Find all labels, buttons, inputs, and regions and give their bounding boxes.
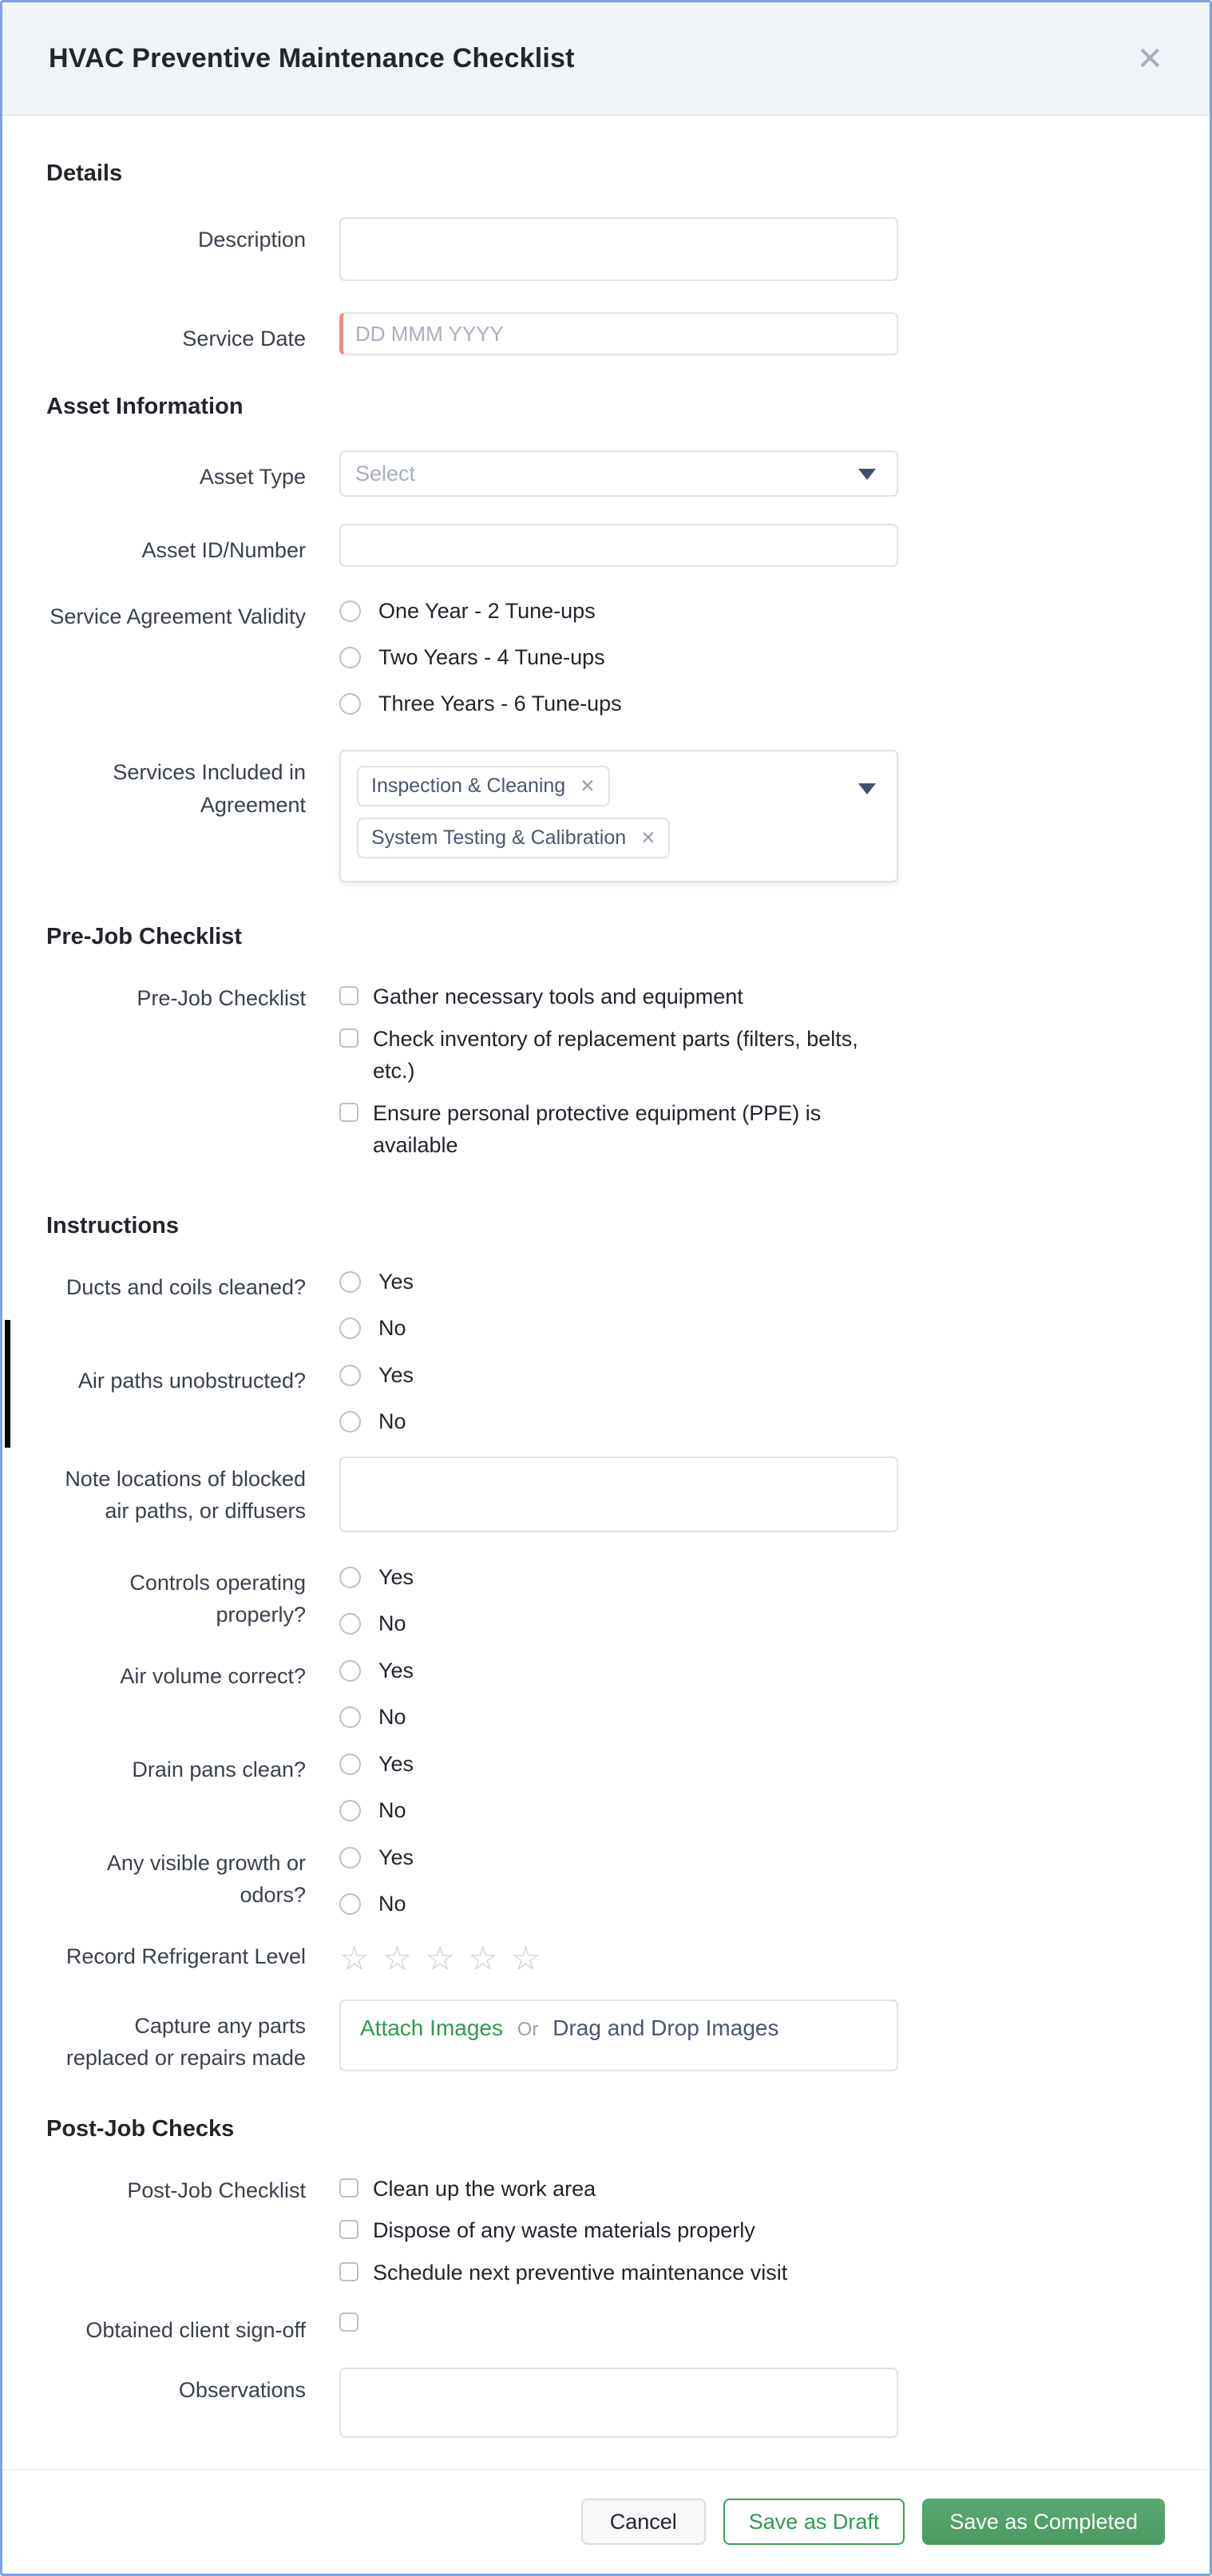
row-agreement-validity (46, 599, 1166, 716)
radio-icon[interactable] (339, 1660, 361, 1682)
chevron-down-icon (858, 783, 876, 795)
description-label: Description (197, 228, 306, 252)
row-capture-parts (46, 1999, 1166, 2075)
section-heading-asset: Asset Information (46, 394, 244, 419)
capture-parts-label: Capture any parts replaced or repairs made (65, 2013, 306, 2070)
radio-growth-yes[interactable] (339, 1845, 898, 1870)
chip-label: Inspection & Cleaning (371, 775, 566, 797)
question-label: Ducts and coils cleaned? (65, 1274, 306, 1299)
left-scroll-indicator (5, 1320, 10, 1448)
radio-airpaths-no[interactable] (339, 1409, 898, 1434)
row-drain-pans (46, 1752, 1166, 1823)
service-date-input[interactable] (339, 312, 898, 355)
note-locations-input[interactable] (339, 1456, 898, 1532)
checkbox-icon[interactable] (339, 2220, 358, 2239)
asset-type-select[interactable] (339, 450, 898, 497)
attach-images-link[interactable]: Attach Images (360, 2015, 503, 2040)
close-icon[interactable]: ✕ (1136, 41, 1163, 77)
radio-icon[interactable] (339, 1706, 361, 1728)
service-date-label: Service Date (182, 327, 306, 351)
row-asset-type (46, 450, 1166, 497)
section-heading-instructions: Instructions (46, 1212, 179, 1238)
radio-icon[interactable] (339, 600, 361, 622)
checkbox-clean-up[interactable] (339, 2173, 870, 2205)
row-refrigerant-level (46, 1939, 1166, 1976)
row-visible-growth (46, 1845, 1166, 1916)
radio-icon[interactable] (339, 1365, 361, 1386)
radio-icon[interactable] (339, 1318, 361, 1339)
checkbox-icon[interactable] (339, 2312, 358, 2332)
chip-remove-icon[interactable]: ✕ (580, 775, 596, 796)
row-prejob-checklist (46, 981, 1166, 1162)
row-observations (46, 2368, 1166, 2442)
radio-drainpans-yes[interactable] (339, 1752, 898, 1777)
radio-label: No (378, 1704, 406, 1729)
save-as-completed-button[interactable]: Save as Completed (922, 2499, 1165, 2545)
star-icon[interactable]: ☆ (425, 1939, 455, 1977)
radio-icon[interactable] (339, 1567, 361, 1588)
radio-icon[interactable] (339, 1754, 361, 1775)
checkbox-label: Dispose of any waste materials properly (373, 2218, 755, 2242)
radio-label: Yes (378, 1362, 414, 1387)
services-multiselect[interactable] (339, 750, 898, 882)
section-heading-postjob: Post-Job Checks (46, 2115, 235, 2142)
observations-input[interactable] (339, 2368, 898, 2438)
checkbox-client-signoff[interactable] (339, 2312, 870, 2332)
prejob-checklist-label: Pre-Job Checklist (137, 986, 306, 1010)
checkbox-ensure-ppe[interactable] (339, 1097, 870, 1162)
asset-type-placeholder: Select (355, 461, 416, 485)
checkbox-label: Check inventory of replacement parts (filters, belts, etc.) (373, 1026, 858, 1083)
checkbox-icon[interactable] (339, 2262, 358, 2281)
radio-icon[interactable] (339, 1411, 361, 1433)
question-label: Air volume correct? (120, 1663, 306, 1688)
radio-icon[interactable] (339, 1893, 361, 1915)
radio-growth-no[interactable] (339, 1892, 898, 1916)
row-service-date (46, 312, 1166, 355)
image-dropzone[interactable] (339, 1999, 898, 2071)
radio-label: Yes (378, 1751, 414, 1776)
radio-controls-yes[interactable] (339, 1565, 898, 1590)
note-locations-label: Note locations of blocked air paths, or diffusers (65, 1466, 306, 1523)
chip-label: System Testing & Calibration (371, 826, 627, 849)
radio-controls-no[interactable] (339, 1611, 898, 1636)
radio-label: Yes (378, 1845, 414, 1869)
radio-icon[interactable] (339, 1613, 361, 1635)
row-postjob-checklist (46, 2173, 1166, 2289)
row-air-volume (46, 1659, 1166, 1730)
radio-label: Yes (378, 1564, 414, 1589)
checkbox-icon[interactable] (339, 986, 358, 1005)
radio-label: Yes (378, 1269, 414, 1294)
star-icon[interactable]: ☆ (382, 1939, 413, 1977)
radio-label: Three Years - 6 Tune-ups (378, 692, 622, 715)
radio-icon[interactable] (339, 647, 361, 668)
star-icon[interactable]: ☆ (339, 1939, 370, 1977)
checkbox-icon[interactable] (339, 1028, 358, 1048)
checkbox-check-inventory[interactable] (339, 1023, 870, 1088)
row-services-included (46, 750, 1166, 882)
observations-label: Observations (178, 2377, 306, 2402)
checkbox-gather-tools[interactable] (339, 981, 870, 1013)
star-rating (339, 1939, 898, 1976)
radio-drainpans-no[interactable] (339, 1798, 898, 1823)
radio-ducts-yes[interactable] (339, 1270, 898, 1294)
checkbox-label: Gather necessary tools and equipment (373, 985, 743, 1009)
checkbox-label: Ensure personal protective equipment (PPE) is available (373, 1100, 822, 1157)
row-client-signoff (46, 2312, 1166, 2347)
radio-two-years[interactable] (339, 645, 898, 670)
cancel-button[interactable]: Cancel (581, 2499, 706, 2545)
radio-label: No (378, 1315, 406, 1340)
section-heading-prejob: Pre-Job Checklist (46, 924, 242, 949)
checkbox-dispose-waste[interactable] (339, 2214, 870, 2247)
radio-label: No (378, 1891, 406, 1916)
chip-system-testing (357, 818, 670, 858)
radio-label: Two Years - 4 Tune-ups (378, 645, 605, 669)
question-label: Controls operating properly? (129, 1570, 306, 1627)
description-input[interactable] (339, 217, 898, 281)
radio-label: One Year - 2 Tune-ups (378, 599, 596, 623)
radio-ducts-no[interactable] (339, 1316, 898, 1341)
row-controls-operating (46, 1565, 1166, 1636)
refrigerant-level-label: Record Refrigerant Level (65, 1944, 306, 1968)
chip-inspection-cleaning (357, 766, 610, 806)
radio-label: Yes (378, 1658, 414, 1682)
services-included-label: Services Included in Agreement (113, 760, 306, 817)
radio-icon[interactable] (339, 1800, 361, 1821)
save-as-draft-button[interactable]: Save as Draft (723, 2499, 905, 2545)
asset-type-label: Asset Type (199, 465, 306, 489)
row-ducts-cleaned (46, 1270, 1166, 1341)
client-signoff-label: Obtained client sign-off (85, 2318, 306, 2342)
radio-label: No (378, 1611, 406, 1635)
radio-label: No (378, 1797, 406, 1822)
modal-title: HVAC Preventive Maintenance Checklist (49, 43, 575, 73)
modal-header (2, 2, 1210, 116)
chevron-down-icon (858, 469, 876, 480)
radio-label: No (378, 1409, 406, 1433)
radio-airvolume-no[interactable] (339, 1705, 898, 1730)
modal-footer (2, 2469, 1210, 2574)
drag-drop-text: Drag and Drop Images (553, 2015, 779, 2040)
radio-airpaths-yes[interactable] (339, 1363, 898, 1388)
checkbox-icon[interactable] (339, 1103, 358, 1122)
checkbox-label: Schedule next preventive maintenance visit (373, 2260, 788, 2285)
postjob-checklist-label: Post-Job Checklist (127, 2178, 306, 2202)
radio-one-year[interactable] (339, 599, 898, 624)
radio-three-years[interactable] (339, 692, 898, 716)
checkbox-icon[interactable] (339, 2178, 358, 2198)
row-description (46, 217, 1166, 285)
checkbox-schedule-next[interactable] (339, 2257, 870, 2289)
asset-id-label: Asset ID/Number (141, 538, 306, 562)
radio-airvolume-yes[interactable] (339, 1659, 898, 1683)
asset-id-input[interactable] (339, 524, 898, 567)
row-asset-id (46, 524, 1166, 567)
checkbox-label: Clean up the work area (373, 2176, 596, 2201)
section-heading-details: Details (46, 161, 123, 186)
row-air-paths (46, 1363, 1166, 1434)
star-icon[interactable]: ☆ (467, 1939, 498, 1977)
radio-icon[interactable] (339, 1271, 361, 1293)
row-note-locations (46, 1456, 1166, 1536)
radio-icon[interactable] (339, 1847, 361, 1869)
attach-or-text: Or (517, 2018, 539, 2040)
question-label: Drain pans clean? (132, 1757, 306, 1781)
agreement-validity-label: Service Agreement Validity (50, 604, 306, 628)
question-label: Air paths unobstructed? (77, 1368, 306, 1393)
form-body (2, 116, 1210, 2469)
question-label: Any visible growth or odors? (106, 1850, 306, 1907)
chip-remove-icon[interactable]: ✕ (640, 827, 656, 848)
star-icon[interactable]: ☆ (510, 1939, 541, 1977)
radio-icon[interactable] (339, 693, 361, 715)
